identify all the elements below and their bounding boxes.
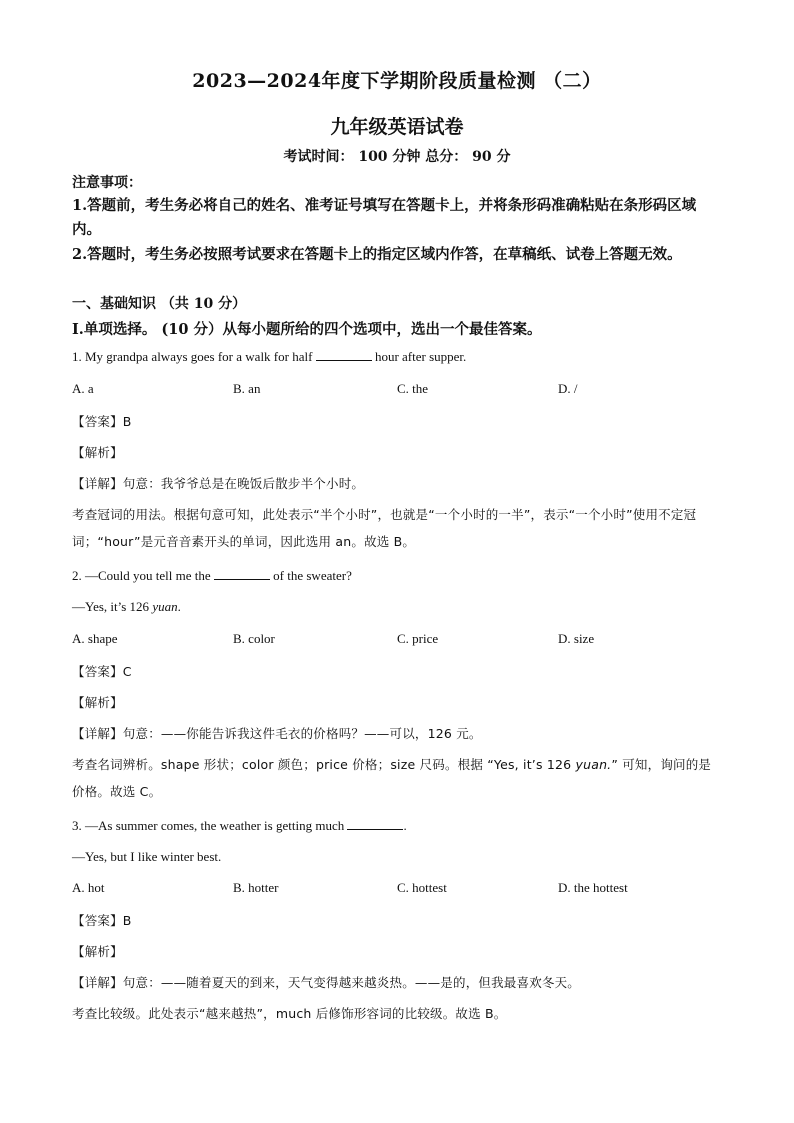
exam-info: 考试时间： 100 分钟 总分： 90 分 (283, 149, 511, 165)
question-2-options (72, 631, 722, 649)
question-1-answer: 【答案】B (72, 414, 132, 429)
question-1-analysis: 【解析】 (72, 445, 123, 460)
question-3-reply: —Yes, but I like winter best. (72, 849, 222, 864)
question-2-reply-italic: yuan (152, 599, 178, 614)
question-2-explanation-italic: yuan. (575, 757, 612, 772)
question-2-reply (72, 599, 722, 615)
question-2-explanation-after: ” 可知，询问的是价格。故选 C。 (72, 757, 712, 799)
question-3-analysis: 【解析】 (72, 944, 123, 959)
answer-blank (214, 568, 270, 580)
question-2-stem-after: of the sweater? (273, 568, 352, 583)
question-2-option-b: B. color (233, 631, 275, 646)
question-3-stem-after: . (403, 818, 407, 833)
document-title: 2023—2024年度下学期阶段质量检测 （二） (192, 70, 602, 92)
notes-heading: 注意事项： (72, 175, 142, 191)
question-2-reply-after: . (177, 599, 181, 614)
question-1-detail: 【详解】句意：我爷爷总是在晚饭后散步半个小时。 (72, 476, 365, 491)
question-1-stem-after: hour after supper. (374, 349, 467, 364)
question-2-explanation (72, 751, 722, 805)
question-2-detail: 【详解】句意：——你能告诉我这件毛衣的价格吗？——可以，126 元。 (72, 726, 482, 741)
question-2-option-d: D. size (558, 631, 595, 646)
question-3-answer: 【答案】B (72, 913, 132, 928)
question-2-reply-before: —Yes, it’s 126 (72, 599, 153, 614)
question-3-option-c: C. hottest (397, 880, 447, 895)
document-subtitle: 九年级英语试卷 (330, 116, 464, 138)
note-item-1: 1.答题前，考生务必将自己的姓名、准考证号填写在答题卡上，并将条形码准确粘贴在条形码区域内。 (72, 197, 697, 238)
part-title: I.单项选择。 (10 分）从每小题所给的四个选项中，选出一个最佳答案。 (72, 321, 542, 338)
section-title: 一、基础知识 （共 10 分） (72, 296, 247, 312)
question-1-stem-before: 1. My grandpa always goes for a walk for half (72, 349, 313, 364)
question-2-analysis: 【解析】 (72, 695, 123, 710)
question-3-stem-before: 3. —As summer comes, the weather is getting much (72, 818, 345, 833)
question-2-explanation-before: 考查名词辨析。shape 形状；color 颜色；price 价格；size 尺码。根据 “Yes, it’s 126 (72, 757, 576, 772)
question-1-stem (72, 349, 722, 365)
question-2-option-a: A. shape (72, 631, 118, 646)
question-1-option-c: C. the (397, 381, 429, 396)
question-3-option-d: D. the hottest (558, 880, 628, 895)
question-3-detail: 【详解】句意：——随着夏天的到来，天气变得越来越炎热。——是的，但我最喜欢冬天。 (72, 975, 581, 990)
question-3-explanation: 考查比较级。此处表示“越来越热”，much 后修饰形容词的比较级。故选 B。 (72, 1006, 507, 1021)
question-1-option-a: A. a (72, 381, 94, 396)
question-1-option-d: D. / (558, 381, 578, 396)
question-1-option-b: B. an (233, 381, 261, 396)
question-2-option-c: C. price (397, 631, 439, 646)
question-2-stem-before: 2. —Could you tell me the (72, 568, 211, 583)
question-2-answer: 【答案】C (72, 664, 132, 679)
answer-blank (316, 349, 372, 361)
question-3-option-b: B. hotter (233, 880, 279, 895)
question-1-explanation: 考查冠词的用法。根据句意可知，此处表示“半个小时”，也就是“一个小时的一半”，表示“一个小时”使用不定冠词；“hour”是元音音素开头的单词，因此选用 an。故选 B。 (72, 507, 697, 549)
note-item-2: 2.答题时，考生务必按照考试要求在答题卡上的指定区域内作答，在草稿纸、试卷上答题无效。 (72, 246, 682, 263)
question-3-option-a: A. hot (72, 880, 105, 895)
answer-blank (347, 818, 403, 830)
question-1-options (72, 381, 722, 399)
question-2-stem (72, 568, 722, 584)
question-3-options (72, 880, 722, 898)
question-3-stem (72, 818, 722, 834)
